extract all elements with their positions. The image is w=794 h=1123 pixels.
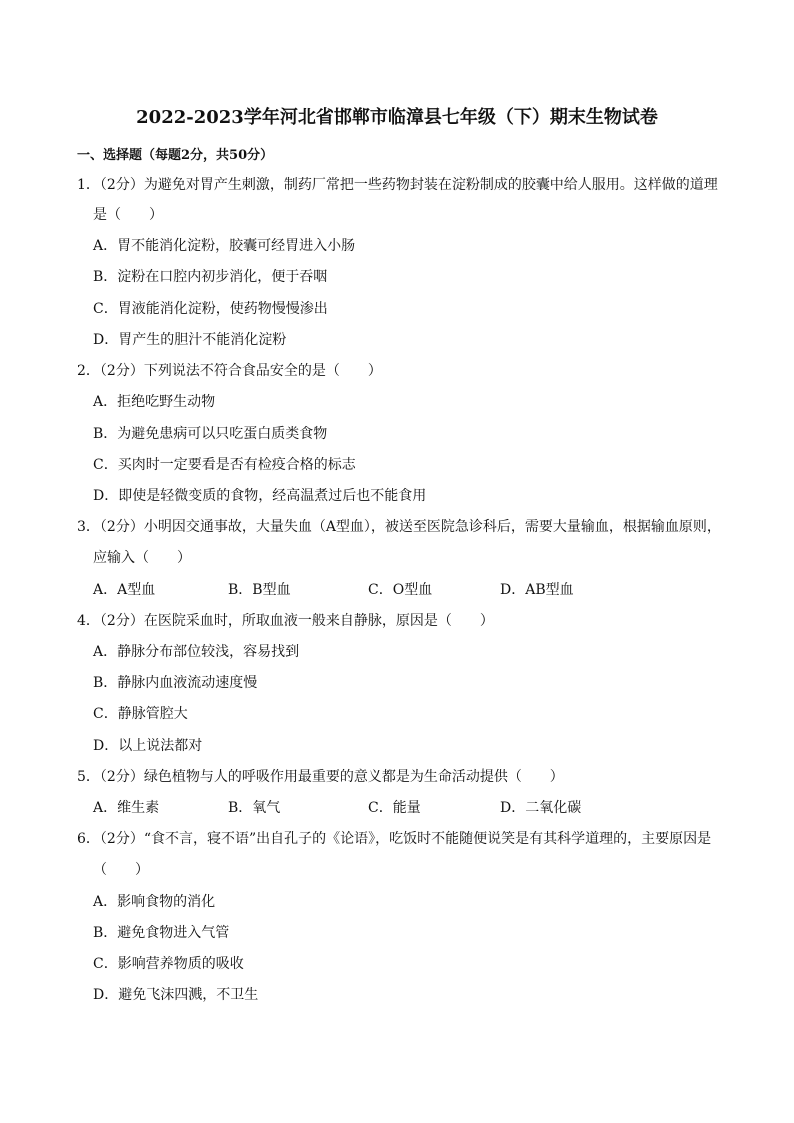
question-5-option-d: D．二氧化碳: [500, 800, 582, 816]
page-title: 2022-2023学年河北省邯郸市临漳县七年级（下）期末生物试卷: [136, 107, 658, 128]
question-6-stem-continued: （ ）: [93, 862, 149, 878]
question-1-option-b: B．淀粉在口腔内初步消化，便于吞咽: [93, 269, 328, 285]
question-3-stem-continued: 应输入（ ）: [93, 550, 191, 566]
question-3-stem: 3．（2分）小明因交通事故，大量失血（A型血），被送至医院急诊科后，需要大量输血，根据输血原则，: [77, 519, 721, 535]
question-4-option-b: B．静脉内血液流动速度慢: [93, 675, 258, 691]
question-1-stem: 1．（2分）为避免对胃产生刺激，制药厂常把一些药物封装在淀粉制成的胶囊中给人服用。这样做的道理: [77, 177, 718, 193]
question-6-option-a: A．影响食物的消化: [93, 894, 216, 910]
question-2-option-c: C．买肉时一定要看是否有检疫合格的标志: [93, 457, 356, 473]
section-heading: 一、选择题（每题2分，共50分）: [77, 148, 274, 163]
question-6-option-c: C．影响营养物质的吸收: [93, 956, 244, 972]
question-3-option-c: C．O型血: [368, 582, 433, 598]
question-3-option-b: B．B型血: [228, 582, 291, 598]
question-2-option-d: D．即使是轻微变质的食物，经高温煮过后也不能食用: [93, 488, 427, 504]
question-6-option-d: D．避免飞沫四溅，不卫生: [93, 987, 259, 1003]
question-4-option-a: A．静脉分布部位较浅，容易找到: [93, 644, 300, 660]
question-1-option-d: D．胃产生的胆汁不能消化淀粉: [93, 332, 287, 348]
question-5-option-c: C．能量: [368, 800, 421, 816]
question-4-option-c: C．静脉管腔大: [93, 706, 188, 722]
question-6-option-b: B．避免食物进入气管: [93, 925, 230, 941]
question-2-stem: 2．（2分）下列说法不符合食品安全的是（ ）: [77, 363, 382, 379]
question-4-stem: 4．（2分）在医院采血时，所取血液一般来自静脉，原因是（ ）: [77, 613, 494, 629]
question-5-option-b: B．氧气: [228, 800, 281, 816]
question-5-option-a: A．维生素: [93, 800, 160, 816]
question-3-option-a: A．A型血: [93, 582, 156, 598]
question-4-option-d: D．以上说法都对: [93, 738, 203, 754]
question-6-stem: 6．（2分）“食不言，寝不语”出自孔子的《论语》，吃饭时不能随便说笑是有其科学道理的，主要原因是: [77, 831, 712, 847]
question-5-stem: 5．（2分）绿色植物与人的呼吸作用最重要的意义都是为生命活动提供（ ）: [77, 769, 564, 785]
question-2-option-b: B．为避免患病可以只吃蛋白质类食物: [93, 426, 328, 442]
question-3-option-d: D．AB型血: [500, 582, 574, 598]
question-2-option-a: A．拒绝吃野生动物: [93, 394, 216, 410]
question-1-option-c: C．胃液能消化淀粉，使药物慢慢渗出: [93, 301, 328, 317]
question-1-stem-continued: 是（ ）: [93, 207, 163, 223]
question-1-option-a: A．胃不能消化淀粉，胶囊可经胃进入小肠: [93, 238, 356, 254]
